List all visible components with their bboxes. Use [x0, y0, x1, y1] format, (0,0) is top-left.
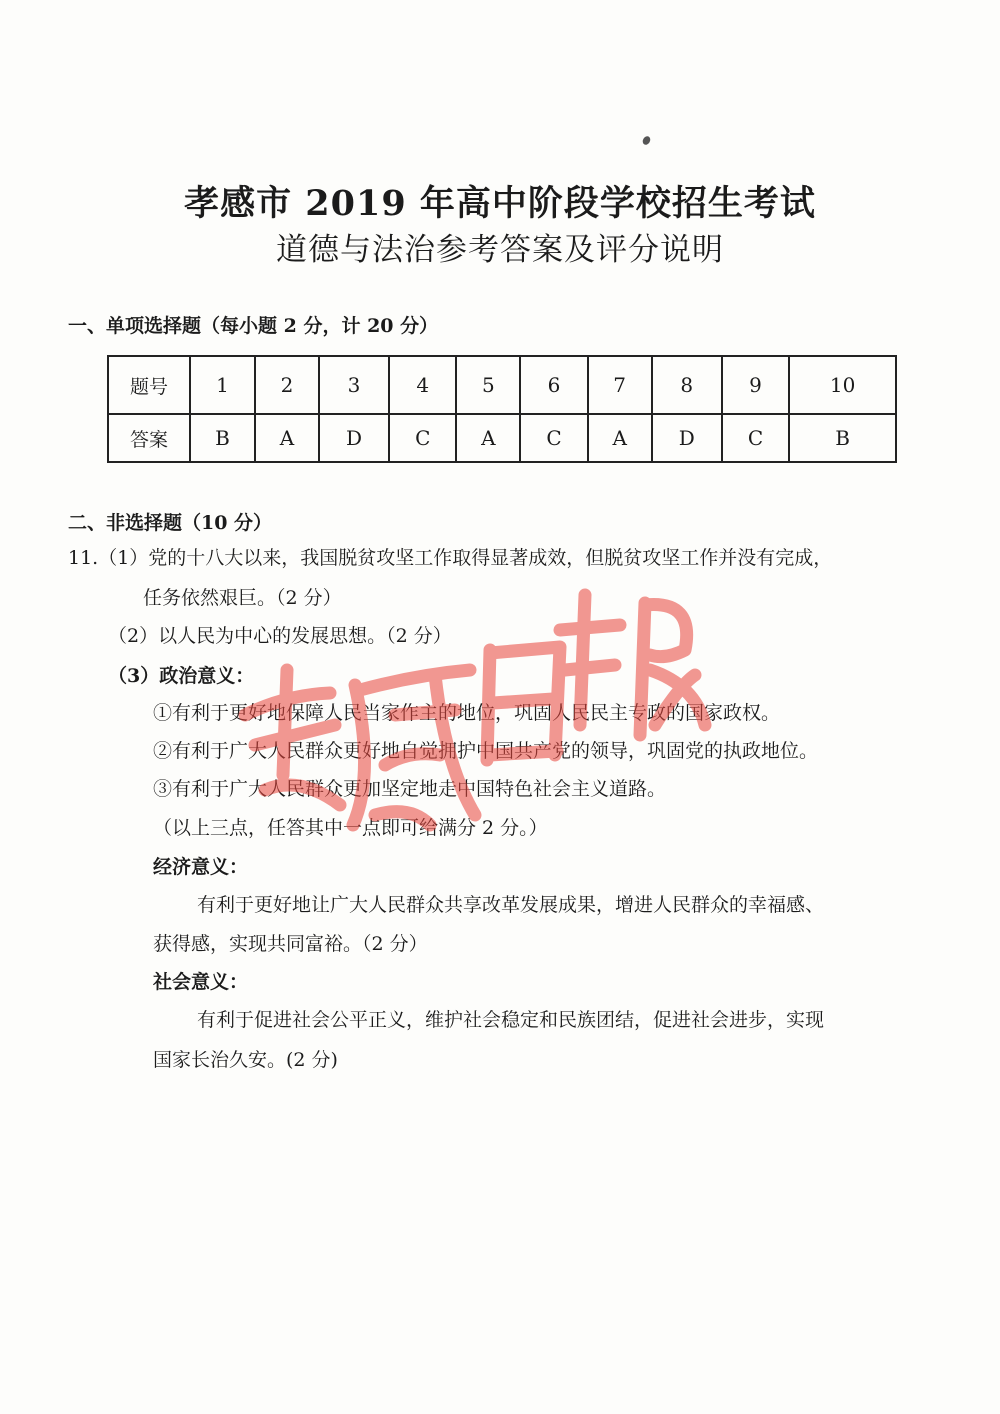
economic-line2: 获得感，实现共同富裕。（2 分）	[153, 933, 428, 955]
row-label-answer: 答案	[108, 414, 190, 462]
answer-cell: C	[722, 414, 789, 462]
q11-part1-line2: 任务依然艰巨。（2 分）	[143, 587, 342, 609]
answer-cell: A	[456, 414, 520, 462]
question-number: 5	[456, 356, 520, 414]
economic-label: 经济意义：	[153, 856, 249, 878]
row-label-number: 题号	[108, 356, 190, 414]
social-line1: 有利于促进社会公平正义，维护社会稳定和民族团结，促进社会进步，实现	[197, 1009, 825, 1031]
answer-cell: C	[520, 414, 587, 462]
section2-heading: 二、非选择题（10 分）	[68, 512, 273, 534]
question-number: 1	[190, 356, 255, 414]
answer-cell: C	[389, 414, 456, 462]
question-number: 9	[722, 356, 789, 414]
q11-part1-line1: 11.（1）党的十八大以来，我国脱贫攻坚工作取得显著成效，但脱贫攻坚工作并没有完成，	[68, 547, 833, 569]
q11-part2: （2）以人民为中心的发展思想。（2 分）	[108, 625, 452, 647]
question-number: 4	[389, 356, 456, 414]
political-scoring-note: （以上三点，任答其中一点即可给满分 2 分。）	[153, 817, 548, 839]
answer-cell: B	[190, 414, 255, 462]
section1-heading: 一、单项选择题（每小题 2 分，计 20 分）	[68, 315, 439, 337]
answer-cell: A	[588, 414, 652, 462]
question-number: 10	[789, 356, 896, 414]
q11-part3-label: （3）政治意义：	[108, 665, 255, 687]
political-point-1: ①有利于更好地保障人民当家作主的地位，巩固人民民主专政的国家政权。	[153, 702, 781, 724]
page-title: 孝感市 2019 年高中阶段学校招生考试	[184, 183, 816, 224]
ink-speck	[641, 135, 652, 146]
answer-row	[108, 414, 896, 462]
answer-cell: A	[255, 414, 319, 462]
social-label: 社会意义：	[153, 971, 249, 993]
page-subtitle: 道德与法治参考答案及评分说明	[276, 232, 724, 268]
economic-line1: 有利于更好地让广大人民群众共享改革发展成果，增进人民群众的幸福感、	[197, 894, 825, 916]
political-point-2: ②有利于广大人民群众更好地自觉拥护中国共产党的领导，巩固党的执政地位。	[153, 740, 819, 762]
answer-cell: D	[319, 414, 389, 462]
question-number: 3	[319, 356, 389, 414]
answer-cell: B	[789, 414, 896, 462]
political-point-3: ③有利于广大人民群众更加坚定地走中国特色社会主义道路。	[153, 778, 667, 800]
question-number-row	[108, 356, 896, 414]
answer-table	[107, 355, 897, 463]
question-number: 6	[520, 356, 587, 414]
question-number: 2	[255, 356, 319, 414]
question-number: 7	[588, 356, 652, 414]
question-number: 8	[652, 356, 722, 414]
social-line2: 国家长治久安。(2 分)	[153, 1049, 338, 1071]
answer-cell: D	[652, 414, 722, 462]
